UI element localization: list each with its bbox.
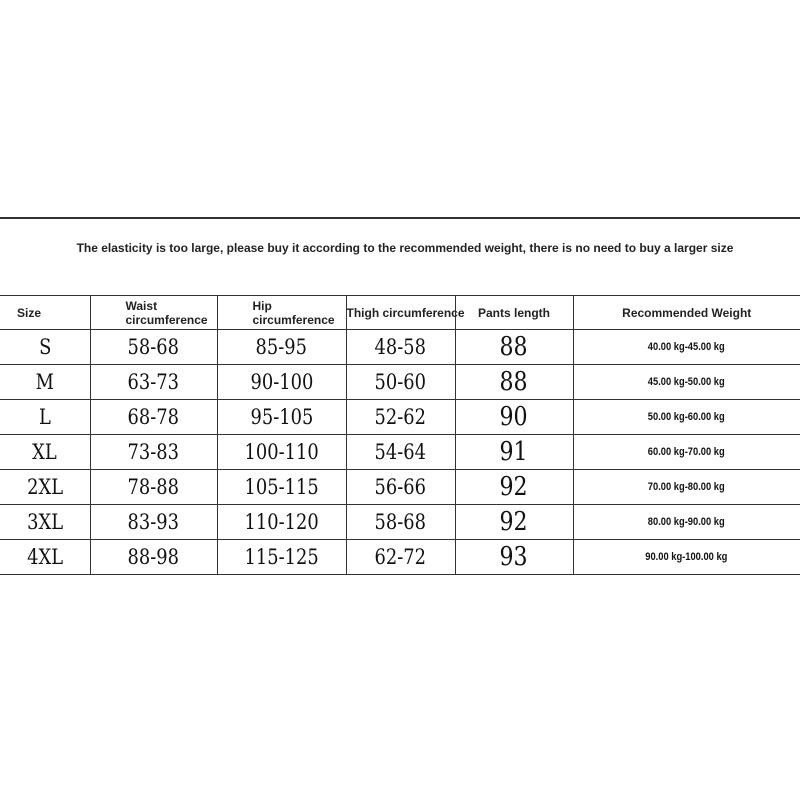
table-row <box>0 540 800 575</box>
size-cell <box>0 330 90 365</box>
hip-cell <box>217 330 346 365</box>
weight-cell-text: 45.00 kg-50.00 kg <box>648 376 726 388</box>
hip-cell <box>217 470 346 505</box>
thigh-cell-text: 50-60 <box>374 370 427 394</box>
hip-cell <box>217 435 346 470</box>
thigh-cell <box>346 540 455 575</box>
weight-cell <box>573 330 800 365</box>
size-cell-text: 2XL <box>26 475 63 499</box>
waist-cell <box>90 505 217 540</box>
size-cell-text: XL <box>32 440 58 464</box>
weight-cell-text: 90.00 kg-100.00 kg <box>645 551 728 563</box>
size-cell-text: M <box>35 370 54 394</box>
hip-cell-text: 115-125 <box>244 545 319 569</box>
size-cell <box>0 505 90 540</box>
waist-cell-text: 88-98 <box>127 545 180 569</box>
hip-cell-text: 95-105 <box>250 405 313 429</box>
table-row <box>0 400 800 435</box>
length-cell-text: 91 <box>499 437 529 467</box>
hip-cell <box>217 400 346 435</box>
waist-cell-text: 78-88 <box>127 475 180 499</box>
weight-cell-text: 50.00 kg-60.00 kg <box>648 411 726 423</box>
size-cell <box>0 435 90 470</box>
thigh-cell <box>346 400 455 435</box>
header-row <box>0 296 800 330</box>
length-cell-text: 90 <box>499 402 529 432</box>
hip-cell-text: 105-115 <box>244 475 319 499</box>
length-cell <box>455 330 573 365</box>
length-cell <box>455 365 573 400</box>
header-length: Pants length <box>455 296 573 330</box>
size-cell <box>0 540 90 575</box>
size-cell-text: S <box>38 335 51 359</box>
length-cell-text: 88 <box>499 367 529 397</box>
table-row <box>0 330 800 365</box>
header-size: Size <box>0 296 90 330</box>
header-hip: Hip circumference <box>217 296 346 330</box>
size-cell-text: L <box>38 405 51 429</box>
header-waist: Waist circumference <box>90 296 217 330</box>
thigh-cell <box>346 330 455 365</box>
size-note: The elasticity is too large, please buy it according to the recommended weight, there is no need to buy a larger size <box>76 241 734 255</box>
thigh-cell-text: 58-68 <box>374 510 427 534</box>
weight-cell <box>573 540 800 575</box>
hip-cell <box>217 540 346 575</box>
hip-cell-text: 90-100 <box>250 370 313 394</box>
header-weight: Recommended Weight <box>573 296 800 330</box>
waist-cell-text: 68-78 <box>127 405 180 429</box>
thigh-cell-text: 54-64 <box>374 440 427 464</box>
thigh-cell-text: 56-66 <box>374 475 427 499</box>
weight-cell <box>573 400 800 435</box>
header-thigh: Thigh circumference <box>346 296 455 330</box>
size-cell <box>0 400 90 435</box>
waist-cell <box>90 400 217 435</box>
thigh-cell-text: 52-62 <box>374 405 427 429</box>
weight-cell-text: 40.00 kg-45.00 kg <box>648 341 726 353</box>
length-cell-text: 88 <box>499 332 529 362</box>
size-cell-text: 3XL <box>26 510 63 534</box>
weight-cell <box>573 505 800 540</box>
weight-cell-text: 70.00 kg-80.00 kg <box>648 481 726 493</box>
table-row <box>0 435 800 470</box>
thigh-cell <box>346 505 455 540</box>
waist-cell <box>90 330 217 365</box>
hip-cell-text: 85-95 <box>255 335 308 359</box>
length-cell-text: 92 <box>499 507 529 537</box>
length-cell <box>455 435 573 470</box>
length-cell <box>455 540 573 575</box>
length-cell-text: 93 <box>499 542 529 572</box>
thigh-cell <box>346 435 455 470</box>
waist-cell <box>90 470 217 505</box>
hip-cell <box>217 505 346 540</box>
size-cell <box>0 365 90 400</box>
weight-cell <box>573 365 800 400</box>
waist-cell-text: 58-68 <box>127 335 180 359</box>
table-row <box>0 470 800 505</box>
table-row <box>0 505 800 540</box>
thigh-cell <box>346 470 455 505</box>
waist-cell <box>90 365 217 400</box>
weight-cell-text: 60.00 kg-70.00 kg <box>648 446 726 458</box>
thigh-cell <box>346 365 455 400</box>
waist-cell-text: 63-73 <box>127 370 180 394</box>
length-cell <box>455 505 573 540</box>
hip-cell-text: 100-110 <box>244 440 319 464</box>
hip-cell <box>217 365 346 400</box>
length-cell <box>455 400 573 435</box>
weight-cell-text: 80.00 kg-90.00 kg <box>648 516 726 528</box>
hip-cell-text: 110-120 <box>244 510 319 534</box>
thigh-cell-text: 48-58 <box>374 335 427 359</box>
waist-cell <box>90 540 217 575</box>
table-row <box>0 365 800 400</box>
thigh-cell-text: 62-72 <box>374 545 427 569</box>
waist-cell <box>90 435 217 470</box>
waist-cell-text: 73-83 <box>127 440 180 464</box>
weight-cell <box>573 435 800 470</box>
size-chart-table <box>0 295 800 575</box>
size-cell-text: 4XL <box>26 545 63 569</box>
weight-cell <box>573 470 800 505</box>
waist-cell-text: 83-93 <box>127 510 180 534</box>
size-cell <box>0 470 90 505</box>
top-divider <box>0 217 800 219</box>
length-cell <box>455 470 573 505</box>
length-cell-text: 92 <box>499 472 529 502</box>
